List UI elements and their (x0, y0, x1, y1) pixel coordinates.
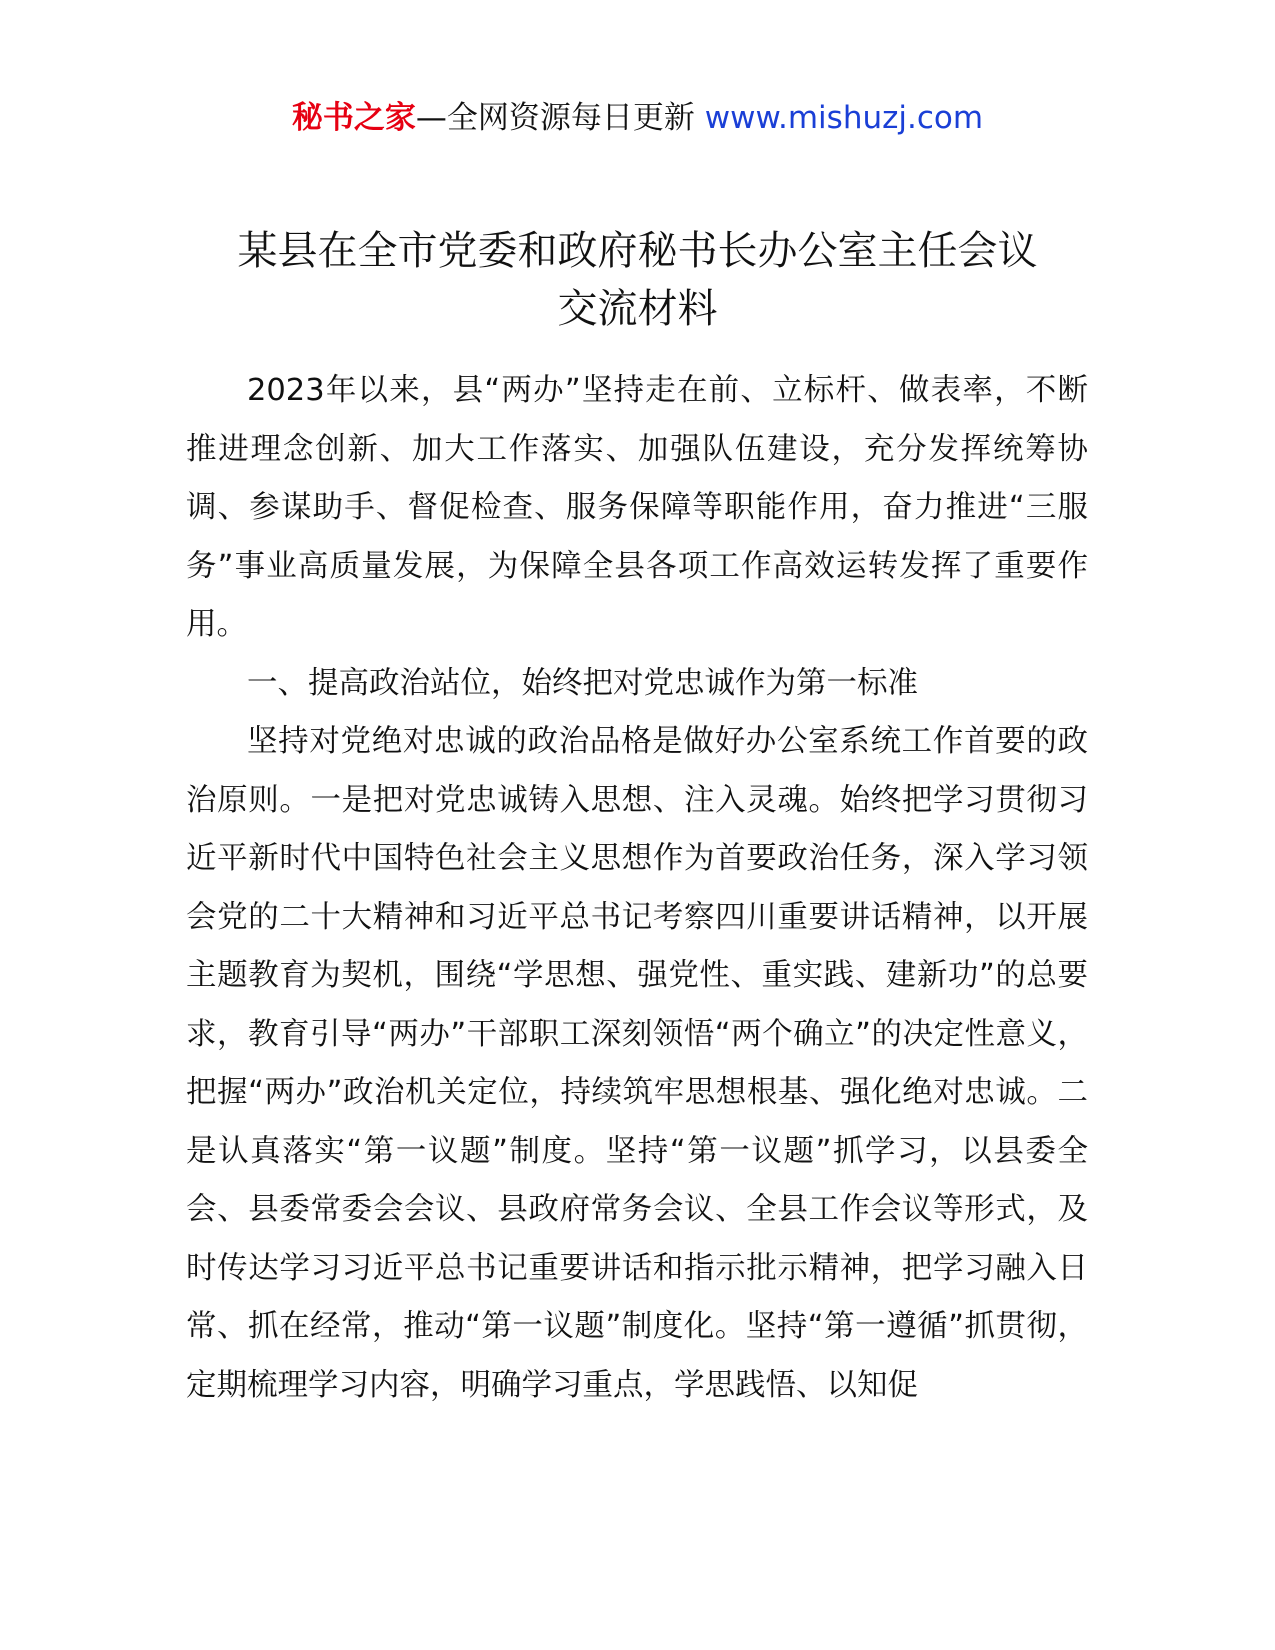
banner-brand: 秘书之家 (291, 100, 416, 136)
section-heading-1: 一、提高政治站位，始终把对党忠诚作为第一标准 (247, 665, 918, 701)
banner-slogan: —全网资源每日更新 (415, 100, 695, 136)
banner-url-link[interactable]: www.mishuzj.com (704, 100, 984, 136)
title-line-2: 交流材料 (557, 286, 718, 332)
document-title (150, 222, 1125, 338)
site-banner (0, 96, 1275, 140)
title-line-1: 某县在全市党委和政府秘书长办公室主任会议 (237, 228, 1038, 274)
section-1-paragraph: 坚持对党绝对忠诚的政治品格是做好办公室系统工作首要的政治原则。一是把对党忠诚铸入思想、注入灵魂。始终把学习贯彻习近平新时代中国特色社会主义思想作为首要政治任务，深入学习领会党的二十大精神和习近平总书记考察四川重要讲话精神，以开展主题教育为契机，围绕“学思想、强党性、重实践、建新功”的总要求，教育引导“两办”干部职工深刻领悟“两个确立”的决定性意义，把握“两办”政治机关定位，持续筑牢思想根基、强化绝对忠诚。二是认真落实“第一议题”制度。坚持“第一议题”抓学习，以县委全会、县委常委会会议、县政府常务会议、全县工作会议等形式，及时传达学习习近平总书记重要讲话和指示批示精神，把学习融入日常、抓在经常，推动“第一议题”制度化。坚持“第一遵循”抓贯彻，定期梳理学习内容，明确学习重点，学思践悟、以知促 (186, 724, 1088, 1403)
intro-paragraph: 2023年以来，县“两办”坚持走在前、立标杆、做表率，不断推进理念创新、加大工作落实、加强队伍建设，充分发挥统筹协调、参谋助手、督促检查、服务保障等职能作用，奋力推进“三服务”事业高质量发展，为保障全县各项工作高效运转发挥了重要作用。 (186, 373, 1088, 642)
document-body (186, 362, 1088, 1415)
